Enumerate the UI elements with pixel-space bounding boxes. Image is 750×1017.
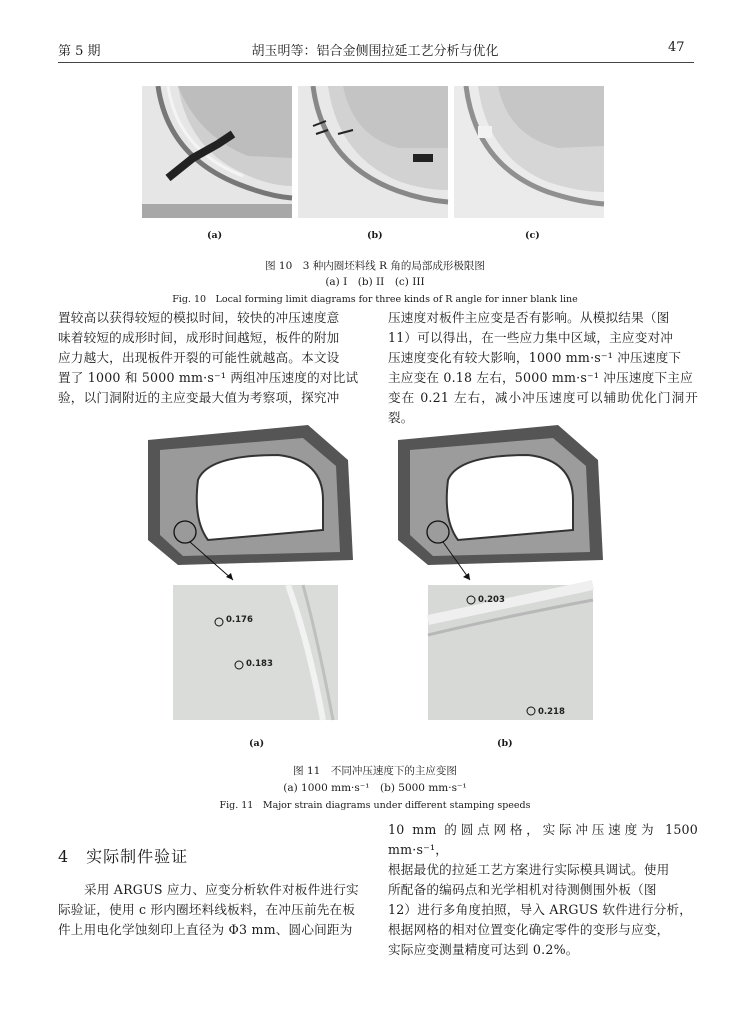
journal-issue: 第 5 期 — [58, 44, 101, 59]
fig10-panel-c — [454, 86, 604, 218]
fig11-caption-en: Fig. 11 Major strain diagrams under different stamping speeds — [219, 800, 531, 811]
text-line: 应力越大，出现板件开裂的可能性就越高。本文设 — [58, 350, 340, 365]
text-line: 采用 ARGUS 应力、应变分析软件对板件进行实 — [84, 882, 359, 897]
fig11-panel-a-part — [148, 425, 353, 580]
fig11-label-b: (b) — [497, 738, 513, 749]
fig11-sub-caption: (a) 1000 mm·s⁻¹ (b) 5000 mm·s⁻¹ — [283, 782, 467, 794]
fig10-label-b: (b) — [367, 230, 383, 241]
fig11-panel-a-zoom — [173, 585, 338, 720]
text-line: 置了 1000 和 5000 mm·s⁻¹ 两组冲压速度的对比试 — [58, 370, 359, 385]
fig10-caption-cn: 图 10 3 种内圈坯料线 R 角的局部成形极限图 — [265, 260, 485, 272]
fig10-sub-caption: (a) I (b) II (c) III — [325, 276, 425, 288]
text-line: 根据最优的拉延工艺方案进行实际模具调试。使用 — [388, 862, 670, 877]
fig10-caption-en: Fig. 10 Local forming limit diagrams for three kinds of R angle for inner blank line — [172, 294, 578, 305]
text-line: 压速度对板件主应变是否有影响。从模拟结果（图 — [388, 310, 670, 325]
text-line: 实际应变测量精度可达到 0.2%。 — [388, 942, 579, 957]
text-line: 验，以门洞附近的主应变最大值为考察项，探究冲 — [58, 390, 340, 405]
fig11-panel-b-part — [398, 425, 603, 580]
fig11-a-value-2: 0.183 — [246, 659, 273, 669]
fig11-b-value-2: 0.218 — [538, 707, 565, 717]
text-line: 根据网格的相对位置变化确定零件的变形与应变， — [388, 922, 670, 937]
fig10-label-a: (a) — [207, 230, 223, 241]
text-line: 件上用电化学蚀刻印上直径为 Φ3 mm、圆心间距为 — [58, 922, 353, 937]
running-title: 胡玉明等：铝合金侧围拉延工艺分析与优化 — [251, 44, 499, 59]
text-line: 11）可以得出，在一些应力集中区域，主应变对冲 — [388, 330, 674, 345]
figure-11 — [138, 420, 608, 750]
fig10-panel-b — [298, 86, 448, 218]
fig10-label-c: (c) — [525, 230, 540, 241]
text-line: 压速度变化有较大影响，1000 mm·s⁻¹ 冲压速度下 — [388, 350, 682, 365]
fig11-panel-b-zoom — [428, 585, 593, 720]
text-line: 际验证，使用 c 形内圈坯料线板料，在冲压前先在板 — [58, 902, 356, 917]
fig11-a-value-1: 0.176 — [226, 615, 253, 625]
fig11-label-a: (a) — [249, 738, 265, 749]
text-line: 10 mm 的圆点网格，实际冲压速度为 1500 mm·s⁻¹， — [388, 822, 698, 857]
fig11-b-value-1: 0.203 — [478, 595, 505, 605]
text-line: 主应变在 0.18 左右，5000 mm·s⁻¹ 冲压速度下主应 — [388, 370, 693, 385]
fig10-panel-a — [142, 86, 292, 218]
para-right — [388, 308, 698, 428]
figure-10 — [138, 86, 608, 246]
para-left — [58, 308, 364, 408]
text-line: 味着较短的成形时间，成形时间越短，板件的附加 — [58, 330, 340, 345]
text-line: 所配备的编码点和光学相机对待测侧围外板（图 — [388, 882, 657, 897]
text-line: 12）进行多角度拍照，导入 ARGUS 软件进行分析， — [388, 902, 692, 917]
section4-left — [58, 880, 364, 940]
text-line: 置较高以获得较短的模拟时间，较快的冲压速度意 — [58, 310, 340, 325]
page-number: 47 — [668, 40, 685, 55]
section-heading: 4 实际制件验证 — [58, 847, 189, 866]
text-line: 变在 0.21 左右，减小冲压速度可以辅助优化门洞开裂。 — [388, 390, 698, 425]
fig11-caption-cn: 图 11 不同冲压速度下的主应变图 — [293, 765, 457, 777]
header-rule — [58, 62, 694, 63]
section4-right — [388, 820, 698, 960]
